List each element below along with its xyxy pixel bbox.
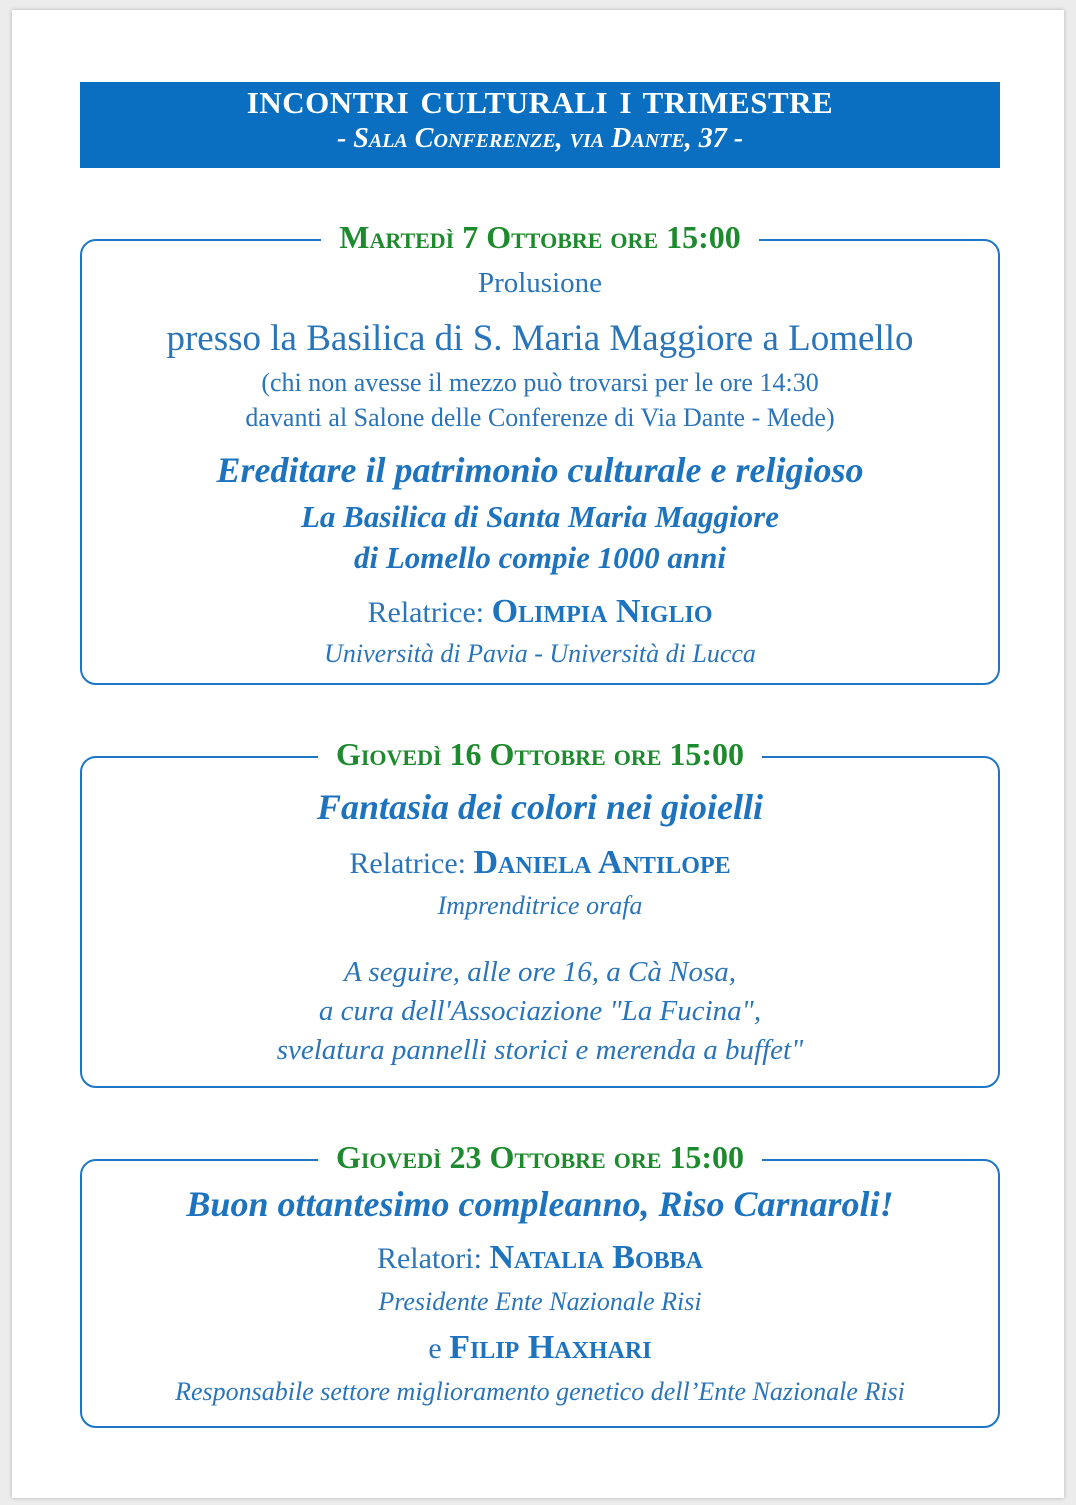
event-date-3: Giovedì 23 Ottobre ore 15:00 bbox=[82, 1137, 998, 1177]
speaker-line bbox=[82, 844, 998, 882]
speaker-name: Natalia Bobba bbox=[489, 1239, 704, 1276]
second-speaker-name: Filip Haxhari bbox=[449, 1329, 652, 1366]
header-banner bbox=[80, 82, 1000, 168]
speaker-name: Daniela Antilope bbox=[473, 844, 731, 881]
speaker-line bbox=[82, 1239, 998, 1277]
event-title: Ereditare il patrimonio culturale e religioso bbox=[216, 450, 864, 490]
event-note-line-1: (chi non avesse il mezzo può trovarsi per le ore 14:30 bbox=[261, 368, 819, 397]
speaker-role: Relatrice: bbox=[349, 847, 466, 880]
follow-line-2: a cura dell'Associazione "La Fucina", bbox=[318, 995, 762, 1027]
event-date-1: Martedì 7 Ottobre ore 15:00 bbox=[82, 217, 998, 257]
follow-line-3: svelatura pannelli storici e merenda a buffet" bbox=[276, 1034, 804, 1066]
event-subtitle-line-2: di Lomello compie 1000 anni bbox=[354, 540, 726, 575]
speaker-role: Relatori: bbox=[376, 1242, 482, 1275]
event-title: Buon ottantesimo compleanno, Riso Carnaroli! bbox=[186, 1184, 894, 1224]
event-subtitle-line-1: La Basilica di Santa Maria Maggiore bbox=[301, 499, 779, 534]
second-speaker-affiliation: Responsabile settore miglioramento genetico dell’Ente Nazionale Risi bbox=[175, 1377, 905, 1406]
event-intro: Prolusione bbox=[477, 267, 603, 299]
header-title: INCONTRI CULTURALI I TRIMESTRE bbox=[246, 85, 834, 120]
speaker-role: Relatrice: bbox=[367, 596, 485, 629]
event-venue: presso la Basilica di S. Maria Maggiore a Lomello bbox=[166, 318, 914, 359]
speaker-affiliation: Imprenditrice orafa bbox=[437, 891, 643, 920]
second-speaker-line bbox=[82, 1329, 998, 1367]
event-box-2 bbox=[80, 736, 1000, 1088]
event-date-2: Giovedì 16 Ottobre ore 15:00 bbox=[82, 734, 998, 774]
event-box-3 bbox=[80, 1139, 1000, 1428]
speaker-affiliation: Università di Pavia - Università di Lucca bbox=[324, 639, 756, 668]
speaker-affiliation: Presidente Ente Nazionale Risi bbox=[378, 1287, 702, 1316]
flyer-page bbox=[12, 10, 1064, 1498]
follow-line-1: A seguire, alle ore 16, a Cà Nosa, bbox=[343, 956, 737, 988]
speaker-name: Olimpia Niglio bbox=[491, 593, 713, 630]
event-note-line-2: davanti al Salone delle Conferenze di Via Dante - Mede) bbox=[245, 403, 835, 432]
second-prefix: e bbox=[428, 1332, 442, 1365]
event-title: Fantasia dei colori nei gioielli bbox=[316, 787, 763, 827]
event-box-1 bbox=[80, 219, 1000, 685]
speaker-line bbox=[82, 593, 998, 631]
header-subtitle: - Sala Conferenze, via Dante, 37 - bbox=[336, 123, 744, 154]
